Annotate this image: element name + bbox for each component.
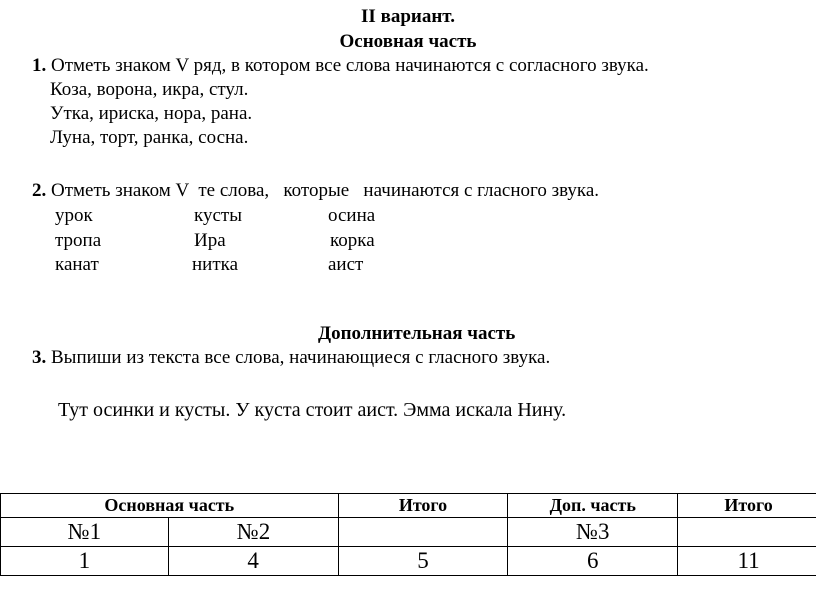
empty-cell (678, 518, 816, 547)
task2-word: осина (328, 205, 376, 226)
task3-instruction (32, 347, 550, 369)
task1-instruction (32, 55, 649, 77)
task2-word: аист (328, 254, 364, 275)
task3-number: 3. (32, 347, 47, 368)
variant-title: II вариант. (361, 6, 455, 27)
score-header-main: Основная часть (1, 494, 339, 518)
task2-word: нитка (192, 254, 239, 275)
task2-text: Отметь знаком V те слова, которые начинаются с гласного звука. (51, 180, 600, 201)
task2-number: 2. (32, 180, 47, 201)
task1-text: Отметь знаком V ряд, в котором все слова начинаются с согласного звука. (51, 55, 649, 76)
task-label-cell: №1 (1, 518, 169, 547)
points-cell: 11 (678, 547, 816, 576)
score-header-total: Итого (678, 494, 816, 518)
score-header-extra: Доп. часть (508, 494, 678, 518)
task2-word: Ира (194, 230, 226, 251)
task1-number: 1. (32, 55, 47, 76)
task2-word: канат (55, 254, 99, 275)
points-cell: 5 (338, 547, 508, 576)
task3-text: Выпиши из текста все слова, начинающиеся с гласного звука. (51, 347, 551, 368)
points-cell: 6 (508, 547, 678, 576)
task2-word: корка (330, 230, 375, 251)
task-label-cell: №2 (168, 518, 338, 547)
extra-section-title: Дополнительная часть (318, 323, 516, 344)
task1-option-2: Утка, ириска, нора, рана. (50, 103, 253, 124)
score-table (0, 493, 816, 576)
task2-word: тропа (55, 230, 102, 251)
task-label-cell: №3 (508, 518, 678, 547)
main-section-title: Основная часть (339, 31, 477, 52)
points-cell: 1 (1, 547, 169, 576)
score-header-total: Итого (338, 494, 508, 518)
task2-word: кусты (194, 205, 242, 226)
task1-option-1: Коза, ворона, икра, стул. (50, 79, 249, 100)
task1-option-3: Луна, торт, ранка, сосна. (50, 127, 249, 148)
points-cell: 4 (168, 547, 338, 576)
task3-passage: Тут осинки и кусты. У куста стоит аист. Эмма искала Нину. (58, 399, 567, 421)
empty-cell (338, 518, 508, 547)
task2-word: урок (55, 205, 93, 226)
task2-instruction (32, 180, 599, 202)
